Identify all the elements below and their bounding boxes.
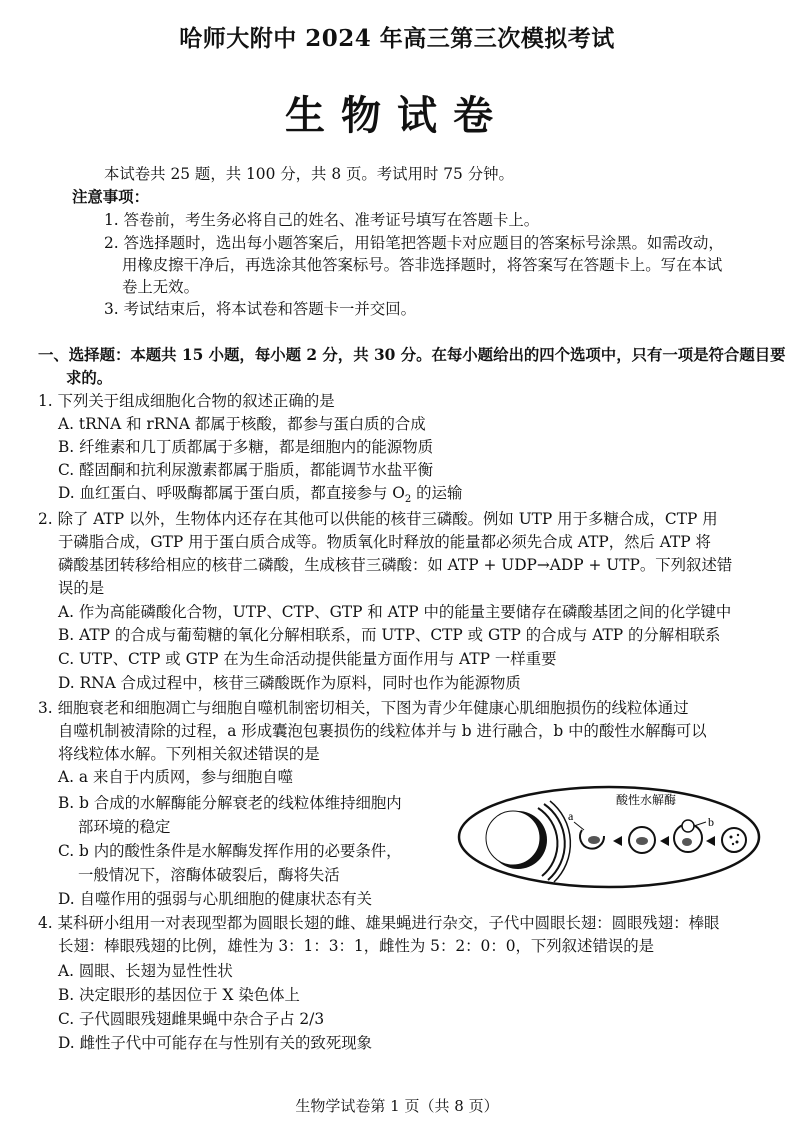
section-heading-cont: 求的。	[66, 369, 113, 387]
nucleus-inner	[486, 811, 540, 865]
residual-body	[722, 828, 746, 852]
debris-dot	[730, 836, 733, 839]
pointer-line	[574, 822, 584, 830]
notice-item: 1. 答卷前，考生务必将自己的姓名、准考证号填写在答题卡上。	[104, 211, 540, 229]
subject-title: 生物试卷	[285, 92, 509, 139]
question-3-option-c-cont: 一般情况下，溶酶体破裂后，酶将失活	[78, 866, 340, 884]
page-footer: 生物学试卷第 1 页（共 8 页）	[295, 1097, 499, 1115]
notice-item: 3. 考试结束后，将本试卷和答题卡一并交回。	[104, 300, 416, 318]
question-3-line: 自噬机制被清除的过程，a 形成囊泡包裹损伤的线粒体并与 b 进行融合，b 中的酸性水解酶可以	[58, 722, 707, 740]
question-4-line: 长翅：棒眼残翅的比例，雄性为 3：1：3：1，雌性为 5：2：0：0，下列叙述错误的是	[58, 937, 655, 955]
enclosed-mitochondrion	[636, 837, 648, 845]
notice-item: 2. 答选择题时，选出每小题答案后，用铅笔把答题卡对应题目的答案标号涂黑。如需改动，	[104, 234, 724, 252]
question-1-option-a: A. tRNA 和 rRNA 都属于核酸，都参与蛋白质的合成	[58, 415, 426, 433]
debris-dot	[737, 834, 739, 836]
notice-item: 用橡皮擦干净后，再选涂其他答案标号。答非选择题时，将答案写在答题卡上。写在本试	[122, 256, 723, 274]
autophagy-figure	[456, 784, 762, 890]
intro-text: 本试卷共 25 题，共 100 分，共 8 页。考试用时 75 分钟。	[104, 165, 514, 183]
question-4-option-a: A. 圆眼、长翅为显性性状	[58, 962, 233, 980]
arrow-icon	[660, 836, 669, 846]
label-b: b	[708, 815, 714, 829]
question-3-option-b: B. b 合成的水解酶能分解衰老的线粒体维持细胞内	[58, 794, 402, 812]
question-2-option-c: C. UTP、CTP 或 GTP 在为生命活动提供能量方面作用与 ATP 一样重要	[58, 650, 557, 668]
arrow-icon	[613, 836, 622, 846]
exam-title: 哈师大附中 2024 年高三第三次模拟考试	[179, 25, 615, 52]
subscript: 2	[404, 494, 412, 506]
question-2-option-b: B. ATP 的合成与葡萄糖的氧化分解相联系，而 UTP、CTP 或 GTP 的合成与 ATP 的分解相联系	[58, 626, 721, 644]
notice-item: 卷上无效。	[122, 278, 199, 296]
question-3-option-d: D. 自噬作用的强弱与心肌细胞的健康状态有关	[58, 890, 372, 908]
question-4-line: 4. 某科研小组用一对表现型都为圆眼长翅的雌、雄果蝇进行杂交，子代中圆眼长翅：圆眼残翅：棒眼	[38, 914, 720, 932]
option-d-tail: 的运输	[411, 484, 463, 502]
question-4-option-d: D. 雌性子代中可能存在与性别有关的致死现象	[58, 1034, 372, 1052]
question-1-option-c: C. 醛固酮和抗利尿激素都属于脂质，都能调节水盐平衡	[58, 461, 433, 479]
debris-dot	[732, 843, 734, 845]
question-2-line: 误的是	[58, 579, 105, 597]
question-2-line: 2. 除了 ATP 以外，生物体内还存在其他可以供能的核苷三磷酸。例如 UTP 用于多糖合成，CTP 用	[38, 510, 718, 528]
enzyme-label: 酸性水解酶	[616, 793, 677, 807]
lysosome	[682, 820, 694, 832]
question-2-line: 磷酸基团转移给相应的核苷二磷酸，生成核苷三磷酸：如 ATP + UDP→ADP + UTP。下列叙述错	[58, 556, 733, 574]
damaged-mitochondrion	[588, 836, 600, 844]
question-3-option-a: A. a 来自于内质网，参与细胞自噬	[58, 768, 294, 786]
label-a: a	[568, 809, 574, 823]
degrading-mitochondrion	[682, 838, 692, 846]
question-3-line: 3. 细胞衰老和细胞凋亡与细胞自噬机制密切相关，下图为青少年健康心肌细胞损伤的线粒体通过	[38, 699, 689, 717]
question-3-option-c: C. b 内的酸性条件是水解酶发挥作用的必要条件，	[58, 842, 402, 860]
question-1-option-d	[58, 482, 462, 511]
question-3-option-b-cont: 部环境的稳定	[78, 818, 171, 836]
question-1-option-b: B. 纤维素和几丁质都属于多糖，都是细胞内的能源物质	[58, 438, 434, 456]
question-4-option-c: C. 子代圆眼残翅雌果蝇中杂合子占 2/3	[58, 1010, 325, 1028]
debris-dot	[736, 841, 739, 844]
notice-heading: 注意事项：	[72, 188, 149, 206]
pointer-line	[694, 822, 706, 826]
question-3-line: 将线粒体水解。下列相关叙述错误的是	[58, 745, 320, 763]
question-2-line: 于磷脂合成，GTP 用于蛋白质合成等。物质氧化时释放的能量都必须先合成 ATP，然后 ATP 将	[58, 533, 711, 551]
question-1-stem: 1. 下列关于组成细胞化合物的叙述正确的是	[38, 392, 335, 410]
option-d-text: D. 血红蛋白、呼吸酶都属于蛋白质，都直接参与 O	[58, 484, 405, 502]
question-2-option-d: D. RNA 合成过程中，核苷三磷酸既作为原料，同时也作为能源物质	[58, 674, 521, 692]
question-2-option-a: A. 作为高能磷酸化合物，UTP、CTP、GTP 和 ATP 中的能量主要储存在磷酸基团之间的化学键中	[58, 603, 732, 621]
section-heading: 一、选择题：本题共 15 小题，每小题 2 分，共 30 分。在每小题给出的四个选项中，只有一项是符合题目要	[38, 346, 786, 364]
question-4-option-b: B. 决定眼形的基因位于 X 染色体上	[58, 986, 300, 1004]
arrow-icon	[706, 836, 715, 846]
autophagy-diagram	[456, 784, 762, 890]
